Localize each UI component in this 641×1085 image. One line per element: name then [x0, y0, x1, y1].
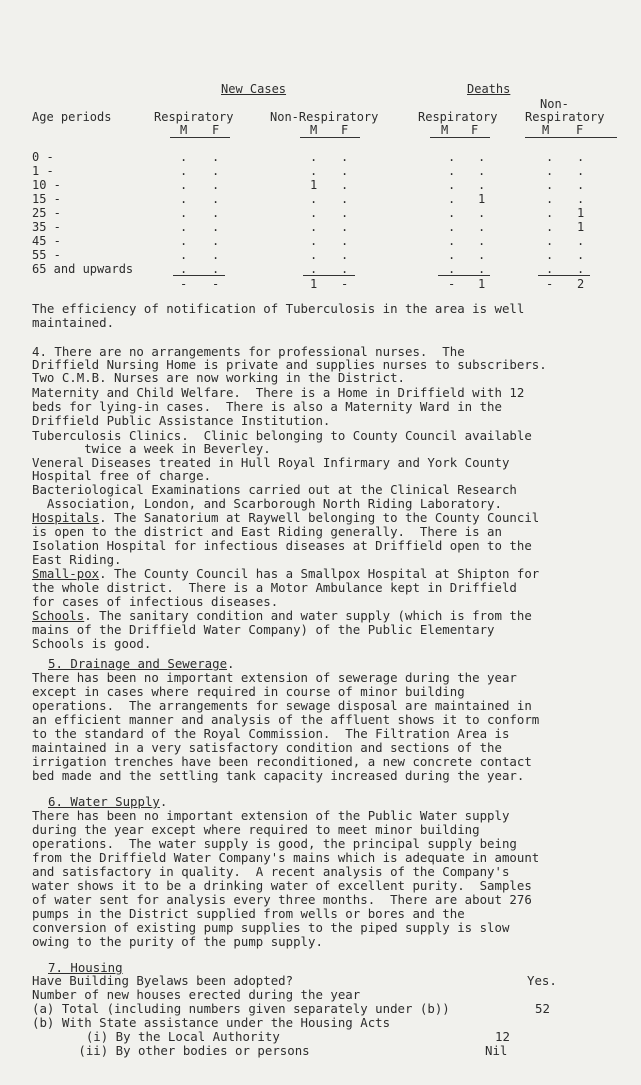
table-cell: .: [546, 220, 554, 234]
total-cell: -: [546, 277, 554, 291]
sex-m-label: M: [310, 123, 318, 137]
schools-line: [32, 609, 532, 622]
sex-f-label: F: [576, 123, 584, 137]
table-cell: .: [448, 178, 456, 192]
non-respiratory-deaths-heading: Respiratory: [525, 110, 605, 124]
deaths-heading: Deaths: [467, 82, 511, 96]
table-cell: .: [448, 220, 456, 234]
section4-line: Driffield Nursing Home is private and supplies nurses to subscribers.: [32, 357, 547, 372]
housing-value: Nil: [485, 1043, 508, 1058]
table-cell: .: [212, 206, 220, 220]
totals-rule: [438, 275, 490, 276]
table-cell: .: [180, 178, 188, 192]
table-cell: .: [341, 164, 349, 178]
table-cell: .: [341, 206, 349, 220]
age-label: 25 -: [32, 206, 61, 220]
totals-rule: [173, 275, 225, 276]
age-label: 1 -: [32, 164, 54, 178]
table-cell: .: [546, 234, 554, 248]
section6-line: owing to the purity of the pump supply.: [32, 934, 323, 949]
section5-line: There has been no important extension of sewerage during the year: [32, 670, 517, 685]
total-cell: -: [180, 277, 188, 291]
table-cell: .: [448, 234, 456, 248]
hospitals-text: . The Sanatorium at Raywell belonging to the County Council: [99, 510, 540, 525]
total-cell: 2: [577, 277, 585, 291]
table-cell: .: [212, 164, 220, 178]
table-cell: .: [478, 150, 486, 164]
table-cell: .: [180, 234, 188, 248]
smallpox-line: the whole district. There is a Motor Ambulance kept in Driffield: [32, 580, 517, 595]
table-cell: .: [310, 220, 318, 234]
table-cell: .: [212, 178, 220, 192]
age-label: 45 -: [32, 234, 61, 248]
table-cell: .: [310, 150, 318, 164]
table-cell: .: [577, 234, 585, 248]
section6-line: operations. The water supply is good, the principal supply being: [32, 836, 517, 851]
table-cell: .: [577, 262, 585, 276]
table-cell: .: [341, 178, 349, 192]
section6-line: and satisfactory in quality. A recent analysis of the Company's: [32, 864, 510, 879]
table-cell: .: [448, 262, 456, 276]
age-label: 65 and upwards: [32, 262, 134, 276]
smallpox-heading: Small-pox: [32, 566, 100, 581]
schools-heading: Schools: [32, 608, 85, 623]
hospitals-line: is open to the district and East Riding generally. There is an: [32, 524, 502, 539]
table-cell: .: [212, 220, 220, 234]
table-cell: .: [341, 192, 349, 206]
section4-line: twice a week in Beverley.: [32, 441, 271, 456]
section7-heading: 7. Housing: [48, 960, 123, 975]
table-cell: .: [546, 262, 554, 276]
header-rule: [525, 137, 617, 138]
table-cell: .: [448, 150, 456, 164]
table-cell: .: [478, 234, 486, 248]
section6-line: water shows it to be a drinking water of excellent purity. Samples: [32, 878, 532, 893]
table-cell: .: [310, 262, 318, 276]
table-cell: .: [180, 192, 188, 206]
header-rule: [430, 137, 490, 138]
table-cell: .: [341, 150, 349, 164]
table-cell: .: [577, 178, 585, 192]
table-cell: .: [212, 192, 220, 206]
section4-line: Bacteriological Examinations carried out at the Clinical Research: [32, 482, 517, 497]
schools-line: Schools is good.: [32, 636, 152, 651]
smallpox-line: for cases of infectious diseases.: [32, 594, 279, 609]
table-cell: .: [577, 164, 585, 178]
total-cell: -: [448, 277, 456, 291]
table-cell: .: [448, 192, 456, 206]
respiratory-deaths-heading: Respiratory: [418, 110, 498, 124]
table-cell: 1: [577, 220, 585, 234]
table-cell: .: [212, 248, 220, 262]
table-cell: .: [341, 220, 349, 234]
table-cell: .: [577, 248, 585, 262]
table-cell: .: [546, 192, 554, 206]
housing-value: Yes.: [527, 973, 557, 988]
age-label: 35 -: [32, 220, 61, 234]
section4-line: Association, London, and Scarborough North Riding Laboratory.: [32, 496, 502, 511]
table-cell: .: [448, 206, 456, 220]
section5-line: bed made and the settling tank capacity increased during the year.: [32, 768, 525, 783]
section6-heading-line: [48, 795, 167, 808]
section6-heading-tail: .: [159, 794, 168, 809]
smallpox-text: . The County Council has a Smallpox Hospital at Shipton for: [99, 566, 540, 581]
table-cell: .: [546, 206, 554, 220]
table-cell: .: [546, 178, 554, 192]
table-cell: .: [310, 248, 318, 262]
table-cell: .: [546, 164, 554, 178]
body-line: maintained.: [32, 315, 115, 330]
table-cell: .: [180, 248, 188, 262]
table-cell: .: [478, 164, 486, 178]
table-cell: 1: [478, 192, 486, 206]
section4-line: Tuberculosis Clinics. Clinic belonging to County Council available: [32, 428, 532, 443]
table-cell: .: [180, 206, 188, 220]
housing-value: 52: [535, 1001, 550, 1016]
section5-heading-tail: .: [227, 656, 235, 671]
table-cell: .: [577, 150, 585, 164]
section4-line: 4. There are no arrangements for professional nurses. The: [32, 344, 465, 359]
body-line: The efficiency of notification of Tuberculosis in the area is well: [32, 301, 525, 316]
age-periods-heading: Age periods: [32, 110, 112, 124]
section5-line: except in cases where required in course of minor building: [32, 684, 465, 699]
new-cases-heading: New Cases: [221, 82, 287, 96]
sex-f-label: F: [341, 123, 349, 137]
sex-m-label: M: [441, 123, 449, 137]
hospitals-line: Isolation Hospital for infectious diseases at Driffield open to the: [32, 538, 532, 553]
totals-rule: [538, 275, 590, 276]
table-cell: .: [448, 248, 456, 262]
sex-f-label: F: [471, 123, 479, 137]
section6-line: There has been no important extension of the Public Water supply: [32, 808, 510, 823]
age-label: 10 -: [32, 178, 61, 192]
section4-line: Maternity and Child Welfare. There is a Home in Driffield with 12: [32, 385, 525, 400]
age-label: 0 -: [32, 150, 54, 164]
respiratory-heading: Respiratory: [154, 110, 234, 124]
section6-heading: 6. Water Supply: [48, 794, 160, 809]
table-cell: .: [310, 206, 318, 220]
housing-line: Number of new houses erected during the year: [32, 987, 361, 1002]
section6-line: pumps in the District supplied from wells or bores and the: [32, 906, 465, 921]
non-respiratory-heading: Non-Respiratory: [270, 110, 379, 124]
sex-m-label: M: [180, 123, 188, 137]
table-cell: .: [310, 192, 318, 206]
table-cell: .: [478, 178, 486, 192]
table-cell: .: [341, 262, 349, 276]
table-cell: .: [212, 150, 220, 164]
table-cell: .: [448, 164, 456, 178]
header-rule: [300, 137, 360, 138]
section5-line: maintained in a very satisfactory condition and sections of the: [32, 740, 502, 755]
table-cell: .: [341, 248, 349, 262]
table-cell: .: [577, 192, 585, 206]
housing-line: (b) With State assistance under the Housing Acts: [32, 1015, 391, 1030]
section4-line: beds for lying-in cases. There is also a Maternity Ward in the: [32, 399, 502, 414]
section5-heading-line: [48, 657, 235, 670]
housing-line: (ii) By other bodies or persons: [56, 1043, 310, 1058]
sex-f-label: F: [212, 123, 220, 137]
housing-line: Have Building Byelaws been adopted?: [32, 973, 294, 988]
section5-line: an efficient manner and analysis of the affluent shows it to conform: [32, 712, 540, 727]
table-cell: .: [212, 234, 220, 248]
section4-line: Driffield Public Assistance Institution.: [32, 413, 331, 428]
schools-line: mains of the Driffield Water Company) of the Public Elementary: [32, 622, 495, 637]
schools-text: . The sanitary condition and water supply (which is from the: [84, 608, 532, 623]
table-cell: .: [478, 262, 486, 276]
table-cell: .: [180, 220, 188, 234]
section6-line: during the year except where required to meet minor building: [32, 822, 480, 837]
housing-line: (i) By the Local Authority: [56, 1029, 280, 1044]
section4-line: Two C.M.B. Nurses are now working in the District.: [32, 370, 405, 385]
table-cell: .: [310, 164, 318, 178]
section6-line: from the Driffield Water Company's mains which is adequate in amount: [32, 850, 540, 865]
smallpox-line: [32, 567, 539, 580]
section5-line: to the standard of the Royal Commission. The Filtration Area is: [32, 726, 510, 741]
housing-value: 12: [495, 1029, 510, 1044]
totals-rule: [303, 275, 355, 276]
section4-line: Hospital free of charge.: [32, 468, 212, 483]
housing-line: (a) Total (including numbers given separately under (b)): [32, 1001, 450, 1016]
header-rule: [170, 137, 230, 138]
hospitals-line: East Riding.: [32, 552, 122, 567]
table-cell: .: [310, 234, 318, 248]
table-cell: .: [478, 248, 486, 262]
section6-line: conversion of existing pump supplies to the piped supply is slow: [32, 920, 510, 935]
section4-line: Veneral Diseases treated in Hull Royal Infirmary and York County: [32, 455, 510, 470]
hospitals-line: [32, 511, 539, 524]
age-label: 15 -: [32, 192, 61, 206]
table-cell: .: [180, 262, 188, 276]
total-cell: 1: [478, 277, 486, 291]
section5-line: irrigation trenches have been reconditioned, a new concrete contact: [32, 754, 532, 769]
table-cell: .: [180, 150, 188, 164]
section5-heading: 5. Drainage and Sewerage: [48, 656, 228, 671]
table-cell: .: [546, 248, 554, 262]
table-cell: .: [478, 206, 486, 220]
total-cell: 1: [310, 277, 318, 291]
age-label: 55 -: [32, 248, 61, 262]
table-cell: .: [212, 262, 220, 276]
hospitals-heading: Hospitals: [32, 510, 100, 525]
table-cell: .: [546, 150, 554, 164]
table-cell: 1: [310, 178, 318, 192]
table-cell: .: [341, 234, 349, 248]
non-deaths-heading-1: Non-: [540, 97, 569, 111]
section6-line: of water sent for analysis every three months. There are about 276: [32, 892, 532, 907]
section5-line: operations. The arrangements for sewage disposal are maintained in: [32, 698, 532, 713]
total-cell: -: [341, 277, 349, 291]
total-cell: -: [212, 277, 220, 291]
table-cell: .: [180, 164, 188, 178]
table-cell: 1: [577, 206, 585, 220]
sex-m-label: M: [542, 123, 550, 137]
table-cell: .: [478, 220, 486, 234]
